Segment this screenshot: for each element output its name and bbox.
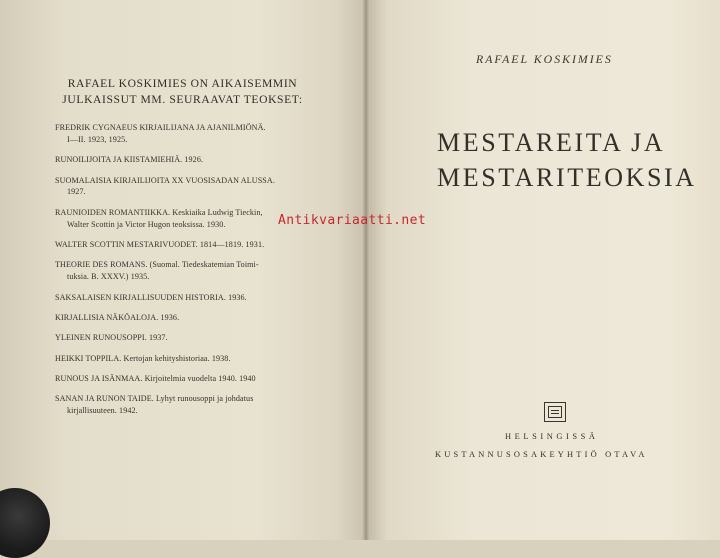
- work-entry: [55, 353, 305, 365]
- work-entry-text: RAUNIOIDEN ROMANTIIKKA. Keskiaika Ludwig Tieckin,: [55, 207, 263, 217]
- work-entry: [55, 154, 305, 166]
- work-entry-text: RUNOUS JA ISÄNMAA. Kirjoitelmia vuodelta 1940. 1940: [55, 374, 256, 384]
- work-entry: [55, 292, 305, 304]
- work-entry: [55, 259, 305, 283]
- left-page: [0, 0, 366, 540]
- work-entry-continuation: kirjallisuuteen. 1942.: [67, 406, 138, 416]
- work-entry-text: KIRJALLISIA NÄKÖALOJA. 1936.: [55, 312, 180, 322]
- works-heading-line: RAFAEL KOSKIMIES ON AIKAISEMMIN: [67, 77, 298, 90]
- right-page: [366, 0, 720, 540]
- work-entry: [55, 239, 305, 251]
- work-entry-text: YLEINEN RUNOUSOPPI. 1937.: [55, 333, 168, 343]
- work-entry-text: RUNOILIJOITA JA KIISTAMIEHIÄ. 1926.: [55, 155, 204, 165]
- works-heading-line: JULKAISSUT MM. SEURAAVAT TEOKSET:: [62, 93, 303, 106]
- book-title: [437, 125, 697, 195]
- work-entry: [55, 393, 305, 417]
- work-entry-continuation: tuksia. B. XXXV.) 1935.: [67, 272, 150, 282]
- works-list-heading: [55, 76, 310, 108]
- publisher-name: KUSTANNUSOSAKEYHTIÖ OTAVA: [435, 450, 648, 459]
- work-entry: [55, 175, 305, 199]
- work-entry-text: SAKSALAISEN KIRJALLISUUDEN HISTORIA. 1936.: [55, 292, 247, 302]
- work-entry: [55, 122, 305, 146]
- otava-publisher-logo-icon: [544, 402, 566, 422]
- author-name: RAFAEL KOSKIMIES: [476, 52, 613, 66]
- work-entry-text: HEIKKI TOPPILA. Kertojan kehityshistoriaa. 1938.: [55, 353, 231, 363]
- work-entry-continuation: Walter Scottin ja Victor Hugon teoksissa. 1930.: [67, 219, 226, 229]
- work-entry-continuation: 1927.: [67, 187, 86, 197]
- works-list: [55, 122, 305, 426]
- work-entry: [55, 332, 305, 344]
- work-entry: [55, 312, 305, 324]
- work-entry: [55, 373, 305, 385]
- work-entry-text: SANAN JA RUNON TAIDE. Lyhyt runousoppi ja johdatus: [55, 394, 254, 404]
- watermark-text: Antikvariaatti.net: [278, 213, 427, 228]
- publication-place: HELSINGISSÄ: [505, 432, 599, 441]
- book-gutter: [362, 0, 370, 540]
- work-entry-text: SUOMALAISIA KIRJAILIJOITA XX VUOSISADAN ALUSSA.: [55, 175, 275, 185]
- book-title-line: MESTARITEOKSIA: [437, 163, 697, 192]
- work-entry-continuation: I—II. 1923, 1925.: [67, 134, 128, 144]
- logo-inner-frame: [548, 406, 562, 418]
- work-entry-text: FREDRIK CYGNAEUS KIRJAILIJANA JA AJANILMIÖNÄ.: [55, 123, 266, 132]
- work-entry-text: THEORIE DES ROMANS. (Suomal. Tiedeskatemian Toimi-: [55, 260, 259, 270]
- work-entry: [55, 207, 305, 231]
- book-title-line: MESTAREITA JA: [437, 128, 666, 157]
- work-entry-text: WALTER SCOTTIN MESTARIVUODET. 1814—1819. 1931.: [55, 239, 265, 249]
